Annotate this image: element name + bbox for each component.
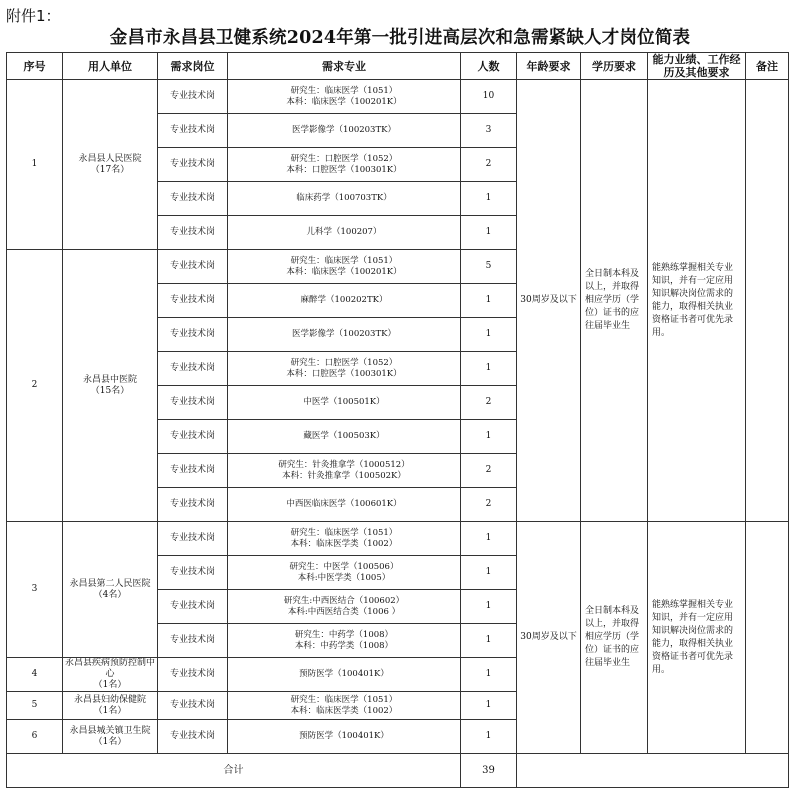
major-line: 本科：临床医学（100201K） xyxy=(286,96,402,107)
major-cell xyxy=(228,522,461,556)
major-line: 研究生：针灸推拿学（1000512） xyxy=(278,459,410,470)
total-count: 39 xyxy=(461,754,517,788)
major-line: 预防医学（100401K） xyxy=(299,669,389,679)
major-cell xyxy=(228,318,461,352)
unit-name: 永昌县妇幼保健院 xyxy=(73,694,146,705)
seq-cell: 5 xyxy=(7,692,63,720)
count-cell: 1 xyxy=(461,522,517,556)
ability-cell: 能熟练掌握相关专业知识，并有一定应用知识解决岗位需求的能力，取得相关执业资格证书者可优先录用。 xyxy=(648,522,746,754)
major-line: 研究生：口腔医学（1052） xyxy=(290,153,398,164)
total-label: 合计 xyxy=(7,754,461,788)
post-cell: 专业技术岗 xyxy=(158,250,228,284)
count-cell: 1 xyxy=(461,420,517,454)
major-cell xyxy=(228,352,461,386)
unit-name: 永昌县中医院 xyxy=(82,374,137,385)
unit-cell xyxy=(63,692,158,720)
post-cell: 专业技术岗 xyxy=(158,318,228,352)
unit-cell xyxy=(63,80,158,250)
major-cell xyxy=(228,284,461,318)
count-cell: 3 xyxy=(461,114,517,148)
count-cell: 1 xyxy=(461,692,517,720)
major-line: 本科：中药学类（1008） xyxy=(294,640,394,651)
post-cell: 专业技术岗 xyxy=(158,182,228,216)
age-cell: 30周岁及以下 xyxy=(517,80,581,522)
recruitment-table xyxy=(6,52,789,788)
major-line: 研究生:中西医结合（100602） xyxy=(283,595,405,606)
post-cell: 专业技术岗 xyxy=(158,454,228,488)
unit-quota: （1名） xyxy=(93,705,127,716)
post-cell: 专业技术岗 xyxy=(158,556,228,590)
note-cell xyxy=(746,80,789,522)
unit-cell xyxy=(63,250,158,522)
major-cell xyxy=(228,454,461,488)
header-unit: 用人单位 xyxy=(63,53,158,80)
unit-quota: （17名） xyxy=(90,164,130,175)
major-line: 预防医学（100401K） xyxy=(299,731,389,741)
major-cell xyxy=(228,420,461,454)
note-cell xyxy=(746,522,789,754)
unit-name: 永昌县疾病预防控制中心 xyxy=(65,658,156,679)
unit-quota: （1名） xyxy=(93,736,127,747)
major-line: 临床药学（100703TK） xyxy=(296,193,392,203)
major-line: 麻醉学（100202TK） xyxy=(300,295,388,305)
major-line: 本科：临床医学类（1002） xyxy=(290,538,398,549)
major-line: 中西医临床医学（100601K） xyxy=(286,499,402,509)
count-cell: 1 xyxy=(461,624,517,658)
count-cell: 2 xyxy=(461,386,517,420)
major-line: 本科：口腔医学（100301K） xyxy=(286,164,402,175)
count-cell: 10 xyxy=(461,80,517,114)
major-cell xyxy=(228,624,461,658)
edu-cell: 全日制本科及以上，并取得相应学历（学位）证书的应往届毕业生 xyxy=(581,80,648,522)
post-cell: 专业技术岗 xyxy=(158,488,228,522)
header-edu: 学历要求 xyxy=(581,53,648,80)
major-cell xyxy=(228,720,461,754)
major-line: 研究生：临床医学（1051） xyxy=(290,694,398,705)
major-line: 研究生：中药学（1008） xyxy=(294,629,394,640)
header-seq: 序号 xyxy=(7,53,63,80)
count-cell: 1 xyxy=(461,720,517,754)
count-cell: 1 xyxy=(461,318,517,352)
attachment-label: 附件1： xyxy=(6,7,61,25)
major-line: 研究生：口腔医学（1052） xyxy=(290,357,398,368)
major-cell xyxy=(228,590,461,624)
count-cell: 1 xyxy=(461,216,517,250)
major-line: 研究生：临床医学（1051） xyxy=(290,255,398,266)
post-cell: 专业技术岗 xyxy=(158,420,228,454)
unit-name: 永昌县人民医院 xyxy=(78,153,142,164)
header-age: 年龄要求 xyxy=(517,53,581,80)
unit-cell xyxy=(63,658,158,692)
major-line: 藏医学（100503K） xyxy=(303,431,385,441)
major-cell xyxy=(228,250,461,284)
seq-cell: 4 xyxy=(7,658,63,692)
major-line: 本科：临床医学（100201K） xyxy=(286,266,402,277)
unit-quota: （4名） xyxy=(93,589,127,600)
unit-quota: （15名） xyxy=(90,385,130,396)
major-cell xyxy=(228,114,461,148)
post-cell: 专业技术岗 xyxy=(158,114,228,148)
post-cell: 专业技术岗 xyxy=(158,148,228,182)
major-cell xyxy=(228,182,461,216)
post-cell: 专业技术岗 xyxy=(158,284,228,318)
header-major: 需求专业 xyxy=(228,53,461,80)
count-cell: 2 xyxy=(461,488,517,522)
header-note: 备注 xyxy=(746,53,789,80)
count-cell: 2 xyxy=(461,454,517,488)
page-title: 金昌市永昌县卫健系统2024年第一批引进高层次和急需紧缺人才岗位简表 xyxy=(109,28,691,48)
major-cell xyxy=(228,556,461,590)
count-cell: 1 xyxy=(461,352,517,386)
major-line: 本科:中西医结合类（1006 ） xyxy=(287,606,401,617)
major-line: 医学影像学（100203TK） xyxy=(292,125,396,135)
unit-cell xyxy=(63,720,158,754)
post-cell: 专业技术岗 xyxy=(158,386,228,420)
header-count: 人数 xyxy=(461,53,517,80)
header-post: 需求岗位 xyxy=(158,53,228,80)
post-cell: 专业技术岗 xyxy=(158,522,228,556)
major-line: 儿科学（100207） xyxy=(306,227,382,237)
post-cell: 专业技术岗 xyxy=(158,720,228,754)
edu-cell: 全日制本科及以上，并取得相应学历（学位）证书的应往届毕业生 xyxy=(581,522,648,754)
post-cell: 专业技术岗 xyxy=(158,692,228,720)
table-row xyxy=(7,522,789,556)
major-line: 本科：口腔医学（100301K） xyxy=(286,368,402,379)
post-cell: 专业技术岗 xyxy=(158,658,228,692)
count-cell: 1 xyxy=(461,182,517,216)
unit-cell xyxy=(63,522,158,658)
table-row xyxy=(7,80,789,114)
major-cell xyxy=(228,216,461,250)
post-cell: 专业技术岗 xyxy=(158,352,228,386)
seq-cell: 3 xyxy=(7,522,63,658)
major-line: 本科：临床医学类（1002） xyxy=(290,705,398,716)
seq-cell: 2 xyxy=(7,250,63,522)
major-cell xyxy=(228,148,461,182)
post-cell: 专业技术岗 xyxy=(158,624,228,658)
major-line: 研究生：临床医学（1051） xyxy=(290,527,398,538)
major-cell xyxy=(228,488,461,522)
major-line: 本科：针灸推拿学（100502K） xyxy=(282,470,406,481)
header-row xyxy=(7,53,789,80)
major-cell xyxy=(228,692,461,720)
total-row xyxy=(7,754,789,788)
major-line: 本科:中医学类（1005） xyxy=(297,572,391,583)
major-line: 医学影像学（100203TK） xyxy=(292,329,396,339)
age-cell: 30周岁及以下 xyxy=(517,522,581,754)
total-blank xyxy=(517,754,789,788)
unit-name: 永昌县第二人民医院 xyxy=(69,578,151,589)
count-cell: 1 xyxy=(461,284,517,318)
unit-name: 永昌县城关镇卫生院 xyxy=(69,725,151,736)
count-cell: 1 xyxy=(461,556,517,590)
unit-quota: （1名） xyxy=(93,680,127,690)
major-cell xyxy=(228,658,461,692)
count-cell: 1 xyxy=(461,590,517,624)
post-cell: 专业技术岗 xyxy=(158,216,228,250)
count-cell: 5 xyxy=(461,250,517,284)
major-line: 研究生：临床医学（1051） xyxy=(290,85,398,96)
major-cell xyxy=(228,386,461,420)
major-line: 中医学（100501K） xyxy=(303,397,385,407)
seq-cell: 1 xyxy=(7,80,63,250)
header-ability: 能力业绩、工作经历及其他要求 xyxy=(648,53,746,80)
ability-cell: 能熟练掌握相关专业知识，并有一定应用知识解决岗位需求的能力，取得相关执业资格证书者可优先录用。 xyxy=(648,80,746,522)
post-cell: 专业技术岗 xyxy=(158,590,228,624)
post-cell: 专业技术岗 xyxy=(158,80,228,114)
count-cell: 1 xyxy=(461,658,517,692)
major-cell xyxy=(228,80,461,114)
count-cell: 2 xyxy=(461,148,517,182)
major-line: 研究生：中医学（100506） xyxy=(289,561,399,572)
seq-cell: 6 xyxy=(7,720,63,754)
